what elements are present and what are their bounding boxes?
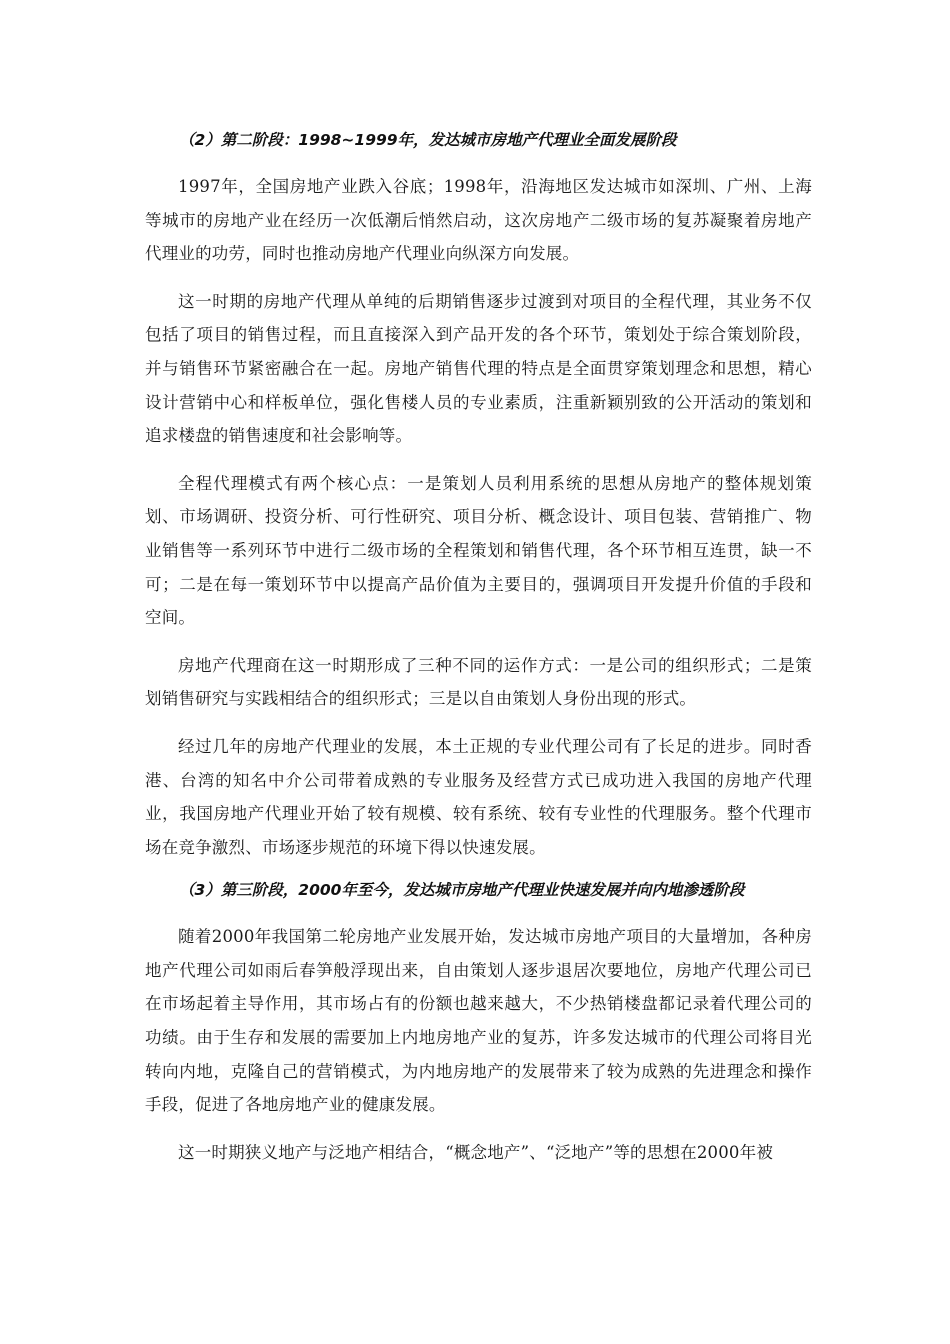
section-heading-stage-2: （2）第二阶段：1998~1999年，发达城市房地产代理业全面发展阶段 <box>179 131 677 149</box>
paragraph: 房地产代理商在这一时期形成了三种不同的运作方式：一是公司的组织形式；二是策划销售研究与实践相结合的组织形式；三是以自由策划人身份出现的形式。 <box>145 655 812 709</box>
paragraph: 1997年，全国房地产业跌入谷底；1998年，沿海地区发达城市如深圳、广州、上海等城市的房地产业在经历一次低潮后悄然启动，这次房地产二级市场的复苏凝聚着房地产代理业的功劳，同时也推动房地产代理业向纵深方向发展。 <box>145 177 812 264</box>
paragraph: 这一时期狭义地产与泛地产相结合，“概念地产”、“泛地产”等的思想在2000年被 <box>178 1142 774 1162</box>
paragraph: 随着2000年我国第二轮房地产业发展开始，发达城市房地产项目的大量增加，各种房地产代理公司如雨后春笋般浮现出来，自由策划人逐步退居次要地位，房地产代理公司已在市场起着主导作用，其市场占有的份额也越来越大，不少热销楼盘都记录着代理公司的功绩。由于生存和发展的需要加上内地房地产业的复苏，许多发达城市的代理公司将目光转向内地，克隆自己的营销模式，为内地房地产的发展带来了较为成熟的先进理念和操作手段，促进了各地房地产业的健康发展。 <box>145 927 812 1115</box>
paragraph: 经过几年的房地产代理业的发展，本土正规的专业代理公司有了长足的进步。同时香港、台湾的知名中介公司带着成熟的专业服务及经营方式已成功进入我国的房地产代理业，我国房地产代理业开始了较有规模、较有系统、较有专业性的代理服务。整个代理市场在竞争激烈、市场逐步规范的环境下得以快速发展。 <box>145 736 812 857</box>
paragraph: 全程代理模式有两个核心点：一是策划人员利用系统的思想从房地产的整体规划策划、市场调研、投资分析、可行性研究、项目分析、概念设计、项目包装、营销推广、物业销售等一系列环节中进行二级市场的全程策划和销售代理，各个环节相互连贯，缺一不可；二是在每一策划环节中以提高产品价值为主要目的，强调项目开发提升价值的手段和空间。 <box>145 473 812 628</box>
paragraph: 这一时期的房地产代理从单纯的后期销售逐步过渡到对项目的全程代理，其业务不仅包括了项目的销售过程，而且直接深入到产品开发的各个环节，策划处于综合策划阶段，并与销售环节紧密融合在一起。房地产销售代理的特点是全面贯穿策划理念和思想，精心设计营销中心和样板单位，强化售楼人员的专业素质，注重新颖别致的公开活动的策划和追求楼盘的销售速度和社会影响等。 <box>145 291 812 446</box>
section-heading-stage-3: （3）第三阶段，2000年至今，发达城市房地产代理业快速发展并向内地渗透阶段 <box>179 881 745 900</box>
